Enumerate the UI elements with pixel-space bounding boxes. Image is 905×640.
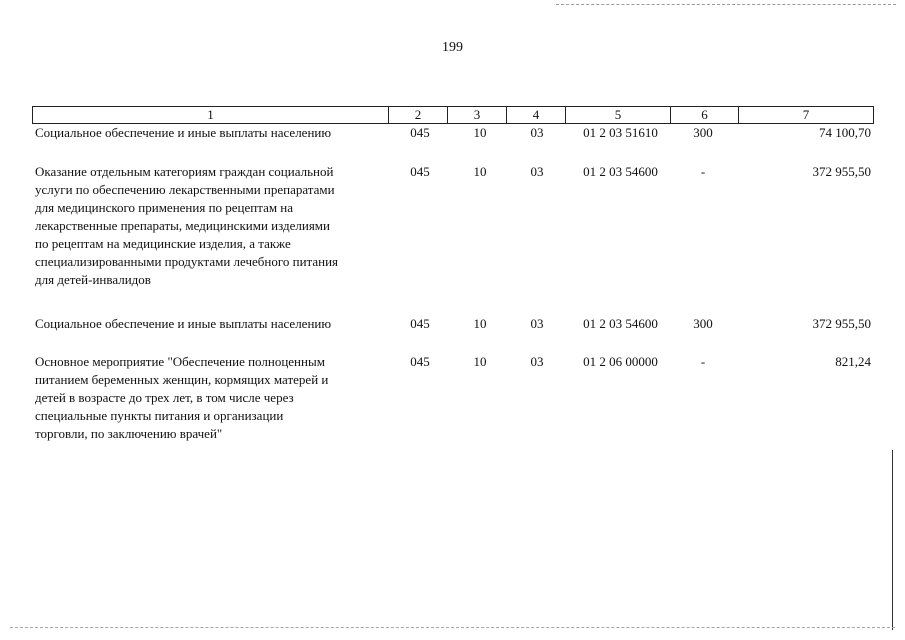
col-3-value: 10: [473, 354, 487, 369]
row-name-line: питанием беременных женщин, кормящих матерей и: [35, 372, 329, 387]
row-name-line: для детей-инвалидов: [35, 272, 151, 287]
col-2-value: 045: [410, 316, 430, 331]
header-cell-1: 1: [33, 107, 389, 123]
scan-artifact-bottom: [10, 627, 895, 628]
row-name: [35, 353, 395, 443]
header-cell-7: 7: [802, 107, 810, 122]
page-number: 199: [442, 40, 463, 55]
col-7-amount: 821,24: [835, 354, 871, 369]
row-name-line: специализированными продуктами лечебного питания: [35, 254, 339, 269]
header-cell-3: 3: [448, 107, 507, 123]
col-5-value: 01 2 03 51610: [583, 125, 658, 140]
col-4-value: 03: [530, 316, 544, 331]
row-name: [35, 163, 395, 289]
col-6-value: -: [700, 164, 706, 179]
row-name-line: лекарственные препараты, медицинскими изделиями: [35, 218, 330, 233]
col-3-value: 10: [473, 125, 487, 140]
header-cell-4: 4: [507, 107, 566, 123]
col-3-value: 10: [473, 164, 487, 179]
col-7-amount: 372 955,50: [812, 316, 871, 331]
col-4-value: 03: [530, 125, 544, 140]
row-name-line: Социальное обеспечение и иные выплаты населению: [35, 316, 332, 331]
row-name: [35, 315, 395, 333]
header-cell-6: 6: [671, 107, 739, 123]
row-name-line: торговли, по заключению врачей": [35, 426, 223, 441]
header-cell-5: 5: [566, 107, 671, 123]
col-6-value: -: [700, 354, 706, 369]
col-7-amount: 372 955,50: [812, 164, 871, 179]
row-name-line: Оказание отдельным категориям граждан социальной: [35, 164, 334, 179]
row-name-line: для медицинского применения по рецептам на: [35, 200, 294, 215]
row-name-line: специальные пункты питания и организации: [35, 408, 284, 423]
header-cell-2: 2: [389, 107, 448, 123]
col-7-amount: 74 100,70: [819, 125, 871, 140]
col-5-value: 01 2 03 54600: [583, 316, 658, 331]
col-2-value: 045: [410, 164, 430, 179]
scan-artifact-right: [892, 450, 893, 630]
row-name-line: Социальное обеспечение и иные выплаты населению: [35, 125, 332, 140]
table-header: [32, 106, 874, 124]
col-2-value: 045: [410, 354, 430, 369]
col-6-value: 300: [693, 125, 713, 140]
scan-artifact-top: [556, 4, 896, 5]
row-name-line: услуги по обеспечению лекарственными препаратами: [35, 182, 335, 197]
row-name: [35, 124, 395, 142]
col-3-value: 10: [473, 316, 487, 331]
col-4-value: 03: [530, 164, 544, 179]
row-name-line: по рецептам на медицинские изделия, а также: [35, 236, 291, 251]
col-4-value: 03: [530, 354, 544, 369]
row-name-line: Основное мероприятие "Обеспечение полноценным: [35, 354, 325, 369]
col-5-value: 01 2 03 54600: [583, 164, 658, 179]
col-6-value: 300: [693, 316, 713, 331]
col-2-value: 045: [410, 125, 430, 140]
row-name-line: детей в возрасте до трех лет, в том числе через: [35, 390, 294, 405]
col-5-value: 01 2 06 00000: [583, 354, 658, 369]
